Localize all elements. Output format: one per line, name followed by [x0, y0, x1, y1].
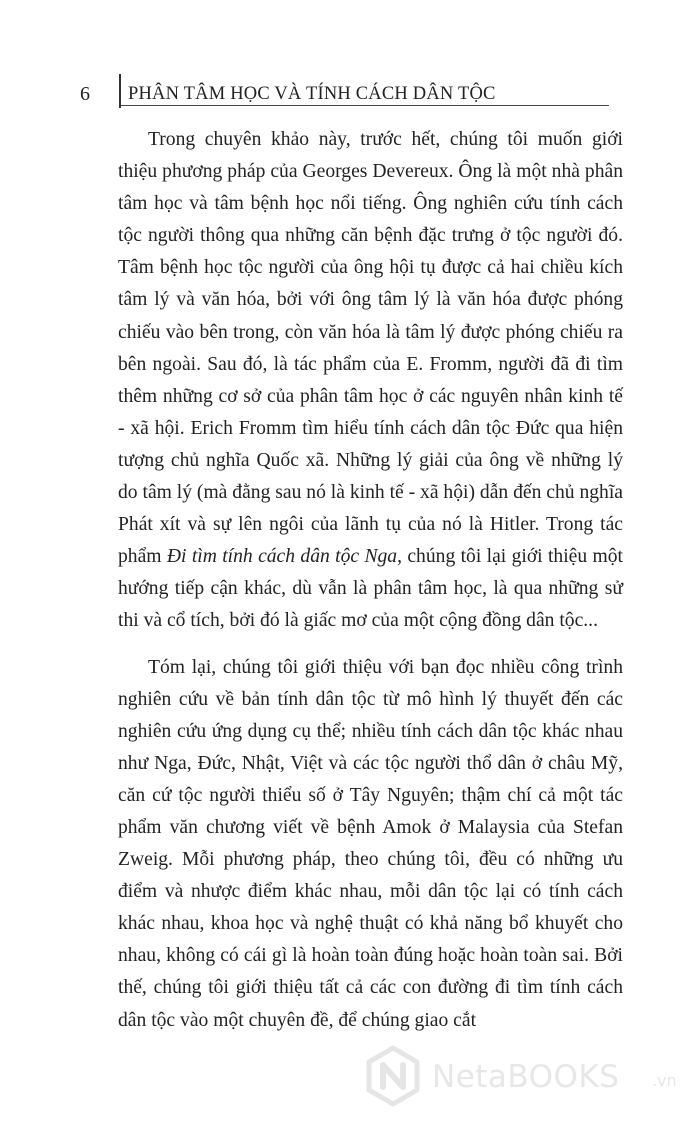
paragraph-1-text-a: Trong chuyên khảo này, trước hết, chúng tôi muốn giới thiệu phương pháp của Georges Devereux. Ông là một nhà phân tâm học và tâm bệnh học nổi tiếng. Ông nghiên cứu tính cách tộc người thông qua những căn bệnh đặc trưng ở tộc người đó. Tâm bệnh học tộc người của ông hội tụ được cả hai chiều kích tâm lý và văn hóa, bởi với ông tâm lý là văn hóa được phóng chiếu vào bên trong, còn văn hóa là tâm lý được phóng chiếu ra bên ngoài. Sau đó, là tác phẩm của E. Fromm, người đã đi tìm thêm những cơ sở của phân tâm học ở các nguyên nhân kinh tế - xã hội. Erich Fromm tìm hiểu tính cách dân tộc Đức qua hiện tượng chủ nghĩa Quốc xã. Những lý giải của ông về những lý do tâm lý (mà đằng sau nó là kinh tế - xã hội) dẫn đến chủ nghĩa Phát xít và sự lên ngôi của lãnh tụ của nó là Hitler. Trong tác phẩm — [118, 129, 623, 568]
paragraph-1-text-b: , chúng tôi lại giới thiệu một hướng tiếp cận khác, dù vẫn là phân tâm học, là qua những sử thi và cổ tích, bởi đó là giấc mơ của một cộng đồng dân tộc... — [118, 546, 623, 632]
book-title-italic: Đi tìm tính cách dân tộc Nga — [166, 546, 398, 568]
header-rule — [121, 105, 609, 106]
page-number: 6 — [80, 83, 90, 105]
running-title: PHÂN TÂM HỌC VÀ TÍNH CÁCH DÂN TỘC — [128, 84, 496, 104]
body-text — [118, 124, 623, 1037]
watermark-suffix: .vn — [652, 1071, 677, 1090]
paragraph-1 — [118, 124, 623, 638]
paragraph-2: Tóm lại, chúng tôi giới thiệu với bạn đọc nhiều công trình nghiên cứu về bản tính dân tộc từ mô hình lý thuyết đến các nghiên cứu ứng dụng cụ thể; nhiều tính cách dân tộc khác nhau như Nga, Đức, Nhật, Việt và các tộc người thổ dân ở châu Mỹ, căn cứ tộc người thiểu số ở Tây Nguyên; thậm chí cả một tác phẩm văn chương viết về bệnh Amok ở Malaysia của Stefan Zweig. Mỗi phương pháp, theo chúng tôi, đều có những ưu điểm và nhược điểm khác nhau, mỗi dân tộc lại có tính cách khác nhau, khoa học và nghệ thuật có khả năng bổ khuyết cho nhau, không có cái gì là hoàn toàn đúng hoặc hoàn toàn sai. Bởi thế, chúng tôi giới thiệu tất cả các con đường đi tìm tính cách dân tộc vào một chuyên đề, để chúng giao cắt — [118, 656, 623, 1031]
page-header — [0, 70, 700, 110]
watermark — [362, 1045, 692, 1109]
netabooks-logo-icon — [362, 1045, 424, 1107]
watermark-brand: NetaBOOKS — [432, 1059, 620, 1095]
header-divider-bar — [119, 74, 121, 108]
